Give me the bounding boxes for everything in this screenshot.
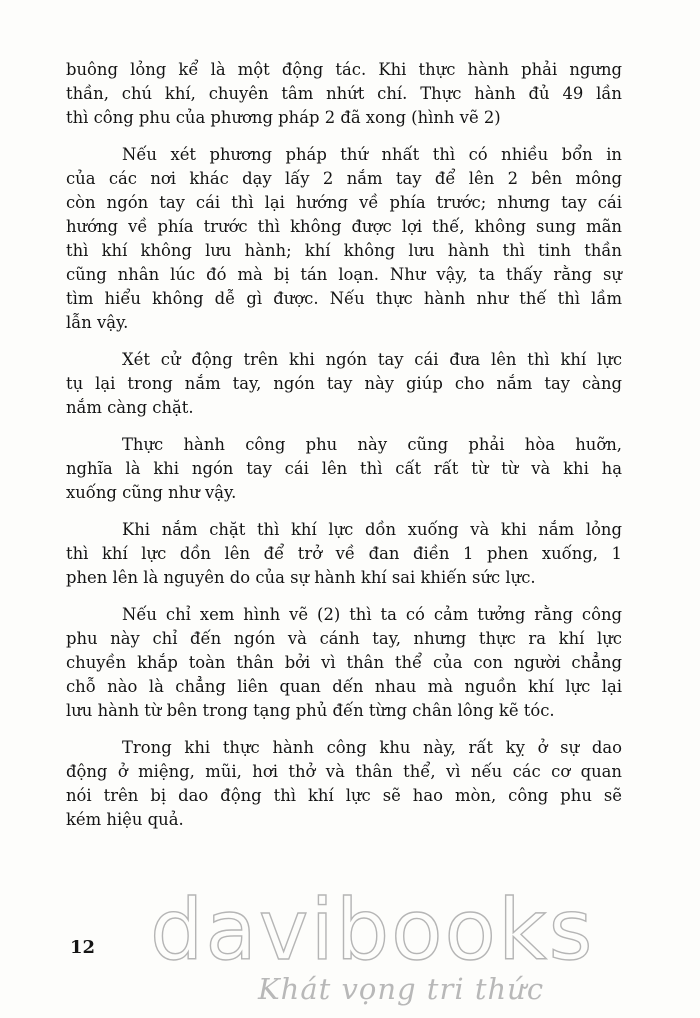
text-line: thần, chú khí, chuyên tâm nhứt chí. Thực hành đủ 49 lần — [66, 84, 622, 103]
text-line: buông lỏng kể là một động tác. Khi thực hành phải ngưng — [66, 60, 622, 79]
paragraph — [66, 603, 622, 723]
text-line: hướng về phía trước thì không được lợi thế, không sung mãn — [66, 217, 622, 236]
paragraph — [66, 518, 622, 590]
text-line: lưu hành từ bên trong tạng phủ đến từng chân lông kẽ tóc. — [66, 701, 555, 720]
text-line: Khi nắm chặt thì khí lực dồn xuống và khi nắm lỏng — [122, 520, 622, 539]
text-line: phen lên là nguyên do của sự hành khí sai khiến sức lực. — [66, 568, 536, 587]
text-line: của các nơi khác dạy lấy 2 nắm tay để lên 2 bên mông — [66, 169, 622, 188]
text-line: Trong khi thực hành công khu này, rất kỵ ở sự dao — [122, 738, 622, 757]
text-line: Thực hành công phu này cũng phải hòa huỡn, — [122, 435, 622, 454]
page-number: 12 — [70, 937, 96, 958]
text-line: chuyền khắp toàn thân bởi vì thân thể của con người chẳng — [66, 653, 622, 672]
paragraph — [66, 143, 622, 335]
text-line: phu này chỉ đến ngón và cánh tay, nhưng thực ra khí lực — [66, 629, 622, 648]
paragraph — [66, 348, 622, 420]
text-line: cũng nhân lúc đó mà bị tán loạn. Như vậy, ta thấy rằng sự — [66, 265, 622, 284]
text-line: kém hiệu quả. — [66, 810, 184, 829]
body-text — [66, 58, 622, 845]
text-line: xuống cũng như vậy. — [66, 483, 237, 502]
paragraph — [66, 736, 622, 832]
paragraph — [66, 58, 622, 130]
text-line: nắm càng chặt. — [66, 398, 194, 417]
text-line: thì khí lực dồn lên để trở về đan điền 1 phen xuống, 1 — [66, 544, 622, 563]
text-line: còn ngón tay cái thì lại hướng về phía trước; nhưng tay cái — [66, 193, 622, 212]
text-line: động ở miệng, mũi, hơi thở và thân thể, vì nếu các cơ quan — [66, 762, 622, 781]
text-line: Xét cử động trên khi ngón tay cái đưa lên thì khí lực — [122, 350, 622, 369]
text-line: nghĩa là khi ngón tay cái lên thì cất rất từ từ và khi hạ — [66, 459, 622, 478]
text-line: Nếu xét phương pháp thứ nhất thì có nhiều bổn in — [122, 145, 622, 164]
watermark-tagline: Khát vọng tri thức — [258, 972, 545, 1006]
text-line: tìm hiểu không dễ gì được. Nếu thực hành như thế thì lầm — [66, 289, 622, 308]
text-line: thì công phu của phương pháp 2 đã xong (hình vẽ 2) — [66, 108, 501, 127]
text-line: thì khí không lưu hành; khí không lưu hành thì tinh thần — [66, 241, 622, 260]
watermark — [150, 880, 595, 1010]
text-line: lẫn vậy. — [66, 313, 129, 332]
watermark-brand: davibooks — [150, 881, 595, 979]
text-line: chỗ nào là chẳng liên quan dến nhau mà nguồn khí lực lại — [66, 677, 622, 696]
text-line: tụ lại trong nắm tay, ngón tay này giúp cho nắm tay càng — [66, 374, 622, 393]
paragraph — [66, 433, 622, 505]
text-line: nói trên bị dao động thì khí lực sẽ hao mòn, công phu sẽ — [66, 786, 622, 805]
text-line: Nếu chỉ xem hình vẽ (2) thì ta có cảm tưởng rằng công — [122, 605, 622, 624]
